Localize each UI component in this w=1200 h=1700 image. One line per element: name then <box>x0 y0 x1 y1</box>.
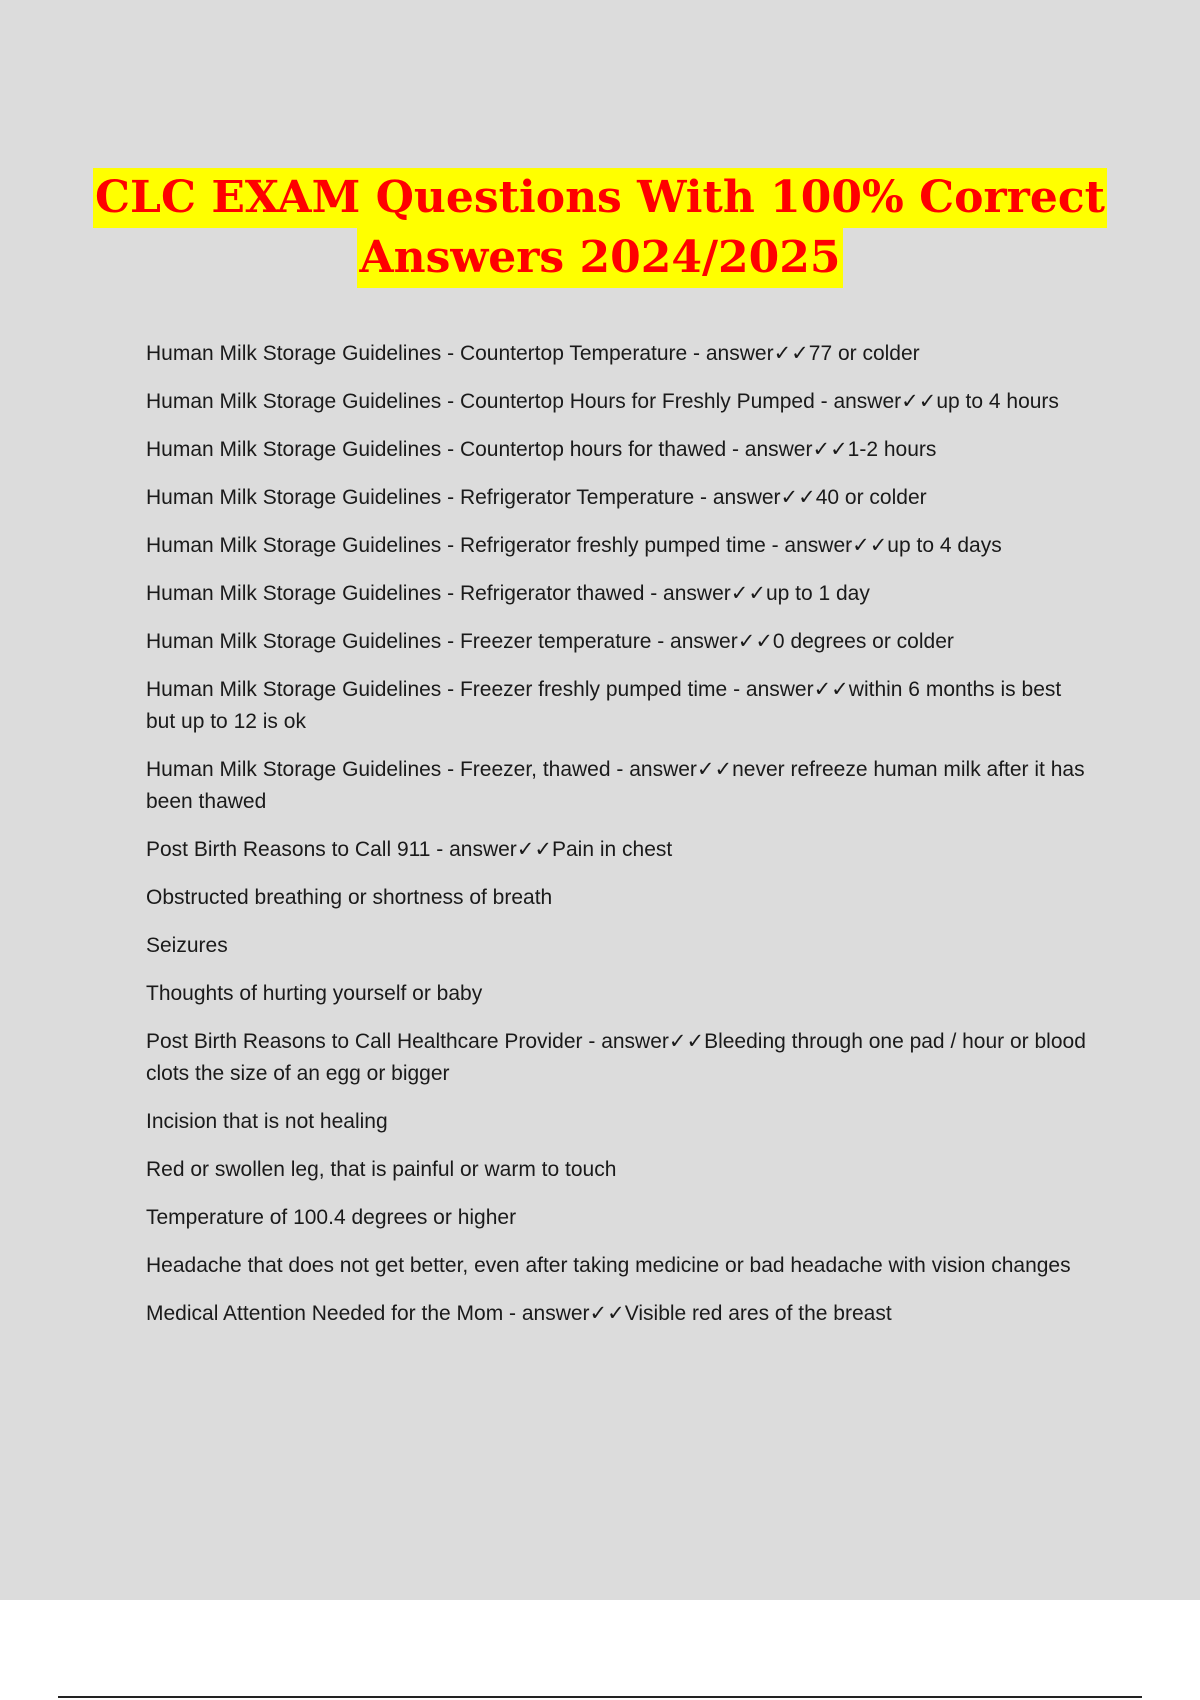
document-title <box>0 168 1200 288</box>
list-item: Temperature of 100.4 degrees or higher <box>146 1206 517 1229</box>
list-item: Headache that does not get better, even after taking medicine or bad headache with vision changes <box>146 1254 1071 1277</box>
qa-entry-call-911: Post Birth Reasons to Call 911 - answer✓✓Pain in chest <box>146 838 673 861</box>
bottom-divider <box>58 1696 1142 1698</box>
qa-entry-refrigerator-fresh-time: Human Milk Storage Guidelines - Refrigerator freshly pumped time - answer✓✓up to 4 days <box>146 534 1002 557</box>
list-item: Red or swollen leg, that is painful or warm to touch <box>146 1158 617 1181</box>
qa-entry-countertop-hours-fresh: Human Milk Storage Guidelines - Countertop Hours for Freshly Pumped - answer✓✓up to 4 hours <box>146 390 1059 413</box>
qa-entry-freezer-thawed: Human Milk Storage Guidelines - Freezer, thawed - answer✓✓never refreeze human milk after it has been thawed <box>146 758 1085 813</box>
qa-entry-refrigerator-temperature: Human Milk Storage Guidelines - Refrigerator Temperature - answer✓✓40 or colder <box>146 486 927 509</box>
qa-entry-freezer-temperature: Human Milk Storage Guidelines - Freezer temperature - answer✓✓0 degrees or colder <box>146 630 954 653</box>
list-item: Obstructed breathing or shortness of breath <box>146 886 553 909</box>
qa-entry-call-provider: Post Birth Reasons to Call Healthcare Provider - answer✓✓Bleeding through one pad / hour or blood clots the size of an egg or bigger <box>146 1030 1086 1085</box>
title-line-1: CLC EXAM Questions With 100% Correct <box>93 168 1107 228</box>
qa-list <box>146 338 1086 1346</box>
list-item: Seizures <box>146 934 228 957</box>
qa-entry-freezer-fresh-time: Human Milk Storage Guidelines - Freezer freshly pumped time - answer✓✓within 6 months is best but up to 12 is ok <box>146 678 1062 733</box>
list-item: Incision that is not healing <box>146 1110 388 1133</box>
title-line-2: Answers 2024/2025 <box>357 228 842 288</box>
qa-entry-refrigerator-thawed: Human Milk Storage Guidelines - Refrigerator thawed - answer✓✓up to 1 day <box>146 582 870 605</box>
qa-entry-countertop-temperature: Human Milk Storage Guidelines - Countertop Temperature - answer✓✓77 or colder <box>146 342 920 365</box>
list-item: Thoughts of hurting yourself or baby <box>146 982 483 1005</box>
qa-entry-medical-attention-mom: Medical Attention Needed for the Mom - answer✓✓Visible red ares of the breast <box>146 1302 892 1325</box>
qa-entry-countertop-hours-thawed: Human Milk Storage Guidelines - Countertop hours for thawed - answer✓✓1-2 hours <box>146 438 937 461</box>
